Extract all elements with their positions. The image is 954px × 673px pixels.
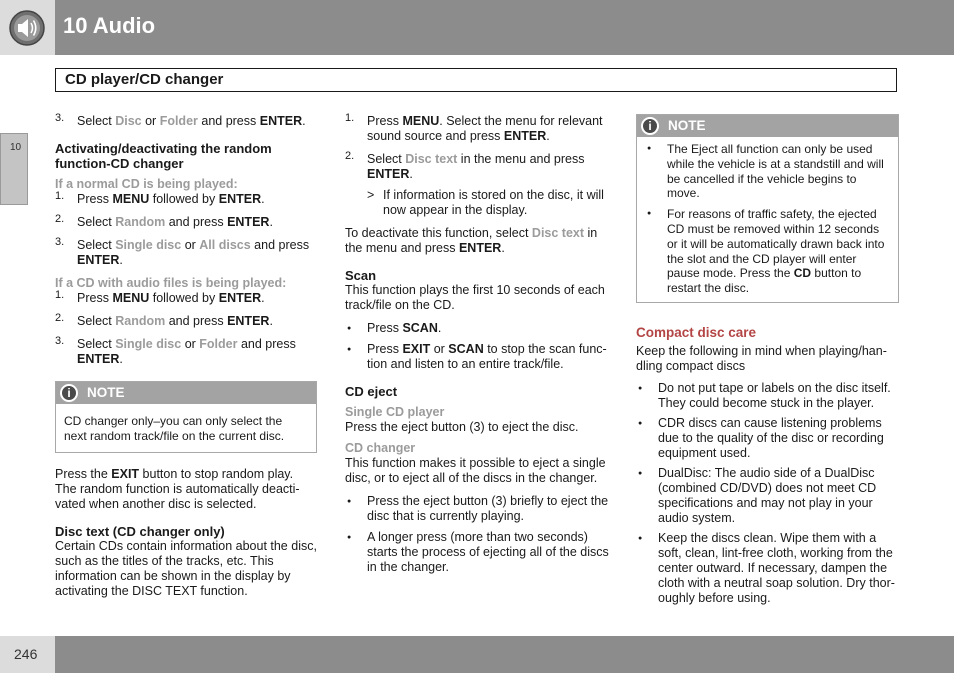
subheading-normal-cd: If a normal CD is being played:: [55, 177, 238, 191]
audio-step-3: 3. Select Single disc or Folder and press ENTER.: [55, 335, 296, 366]
note-header: i NOTE: [637, 115, 898, 137]
changer-paragraph: This function makes it possible to eject a single disc, or to eject all of the discs in the changer.: [345, 456, 606, 485]
audio-step-1: 1. Press MENU followed by ENTER.: [55, 289, 265, 305]
chapter-title: 10 Audio: [63, 13, 156, 38]
step-3-select-disc: 3. Select Disc or Folder and press ENTER.: [55, 112, 306, 128]
page-footer: [0, 636, 954, 673]
heading-random: Activating/deactivating the random function-CD changer: [55, 141, 272, 171]
note-bullet-1: ● The Eject all function can only be used while the vehicle is at a standstill and will be cancelled if the vehicle begins to move.: [645, 142, 892, 201]
column-middle: [345, 114, 610, 575]
scan-bullet-1: ● Press SCAN.: [345, 321, 610, 336]
exit-paragraph: Press the EXIT button to stop random play. The random function is automatically deacti-vated when another disc is selected.: [55, 467, 300, 511]
section-title: CD player/CD changer: [55, 68, 897, 92]
heading-scan: Scan: [345, 268, 377, 283]
care-paragraph: Keep the following in mind when playing/han-dling compact discs: [636, 343, 887, 373]
disctext-result: > If information is stored on the disc, it will now appear in the display.: [367, 188, 604, 217]
eject-bullet-2: ● A longer press (more than two seconds) starts the process of ejecting all of the discs in the changer.: [345, 530, 610, 575]
scan-bullet-2: ● Press EXIT or SCAN to stop the scan func-tion and listen to an entire track/file.: [345, 342, 610, 372]
page-number: 246: [14, 646, 38, 662]
chapter-header: [0, 0, 954, 55]
column-left: [55, 114, 317, 599]
side-chapter-tab: [0, 133, 28, 205]
note-header: i NOTE: [56, 382, 316, 404]
note-bullet-2: ● For reasons of traffic safety, the ejected CD must be removed within 12 seconds or it will be automatically drawn back into the slot and the CD player will enter pause mode. Press the CD button to restart the disc.: [645, 207, 892, 296]
subheading-audio-files: If a CD with audio files is being played:: [55, 276, 287, 290]
care-bullet-1: ● Do not put tape or labels on the disc itself. They could become stuck in the player.: [636, 381, 899, 411]
audio-step-2: 2. Select Random and press ENTER.: [55, 312, 273, 328]
care-bullet-4: ● Keep the discs clean. Wipe them with a soft, clean, lint-free cloth, working from the center outward. If necessary, dampen the cloth with a neutral soap solution. Dry thor-oughly before using.: [636, 531, 899, 606]
subheading-single-cd: Single CD player: [345, 405, 445, 419]
info-icon: i: [641, 117, 659, 135]
disc-text-paragraph: Certain CDs contain information about the disc, such as the titles of the tracks, etc. This information can be shown in the display by activating the DISC TEXT function.: [55, 539, 317, 598]
heading-cd-eject: CD eject: [345, 384, 398, 399]
scan-paragraph: This function plays the first 10 seconds of each track/file on the CD.: [345, 283, 605, 312]
normal-step-1: 1. Press MENU followed by ENTER.: [55, 190, 265, 206]
disctext-step-1: 1. Press MENU. Select the menu for relevant sound source and press ENTER.: [345, 112, 603, 143]
note-box-eject: [636, 114, 899, 303]
eject-bullet-1: ● Press the eject button (3) briefly to eject the disc that is currently playing.: [345, 494, 610, 524]
deactivate-paragraph: To deactivate this function, select Disc text in the menu and press ENTER.: [345, 226, 598, 255]
info-icon: i: [60, 384, 78, 402]
single-cd-paragraph: Press the eject button (3) to eject the disc.: [345, 420, 579, 434]
disctext-step-2: 2. Select Disc text in the menu and press ENTER.: [345, 150, 585, 181]
care-bullet-3: ● DualDisc: The audio side of a DualDisc (combined CD/DVD) does not meet CD specifications and may not play in your audio system.: [636, 466, 899, 526]
side-tab-number: 10: [10, 142, 22, 153]
chapter-icon-box: [0, 0, 55, 55]
note-text: CD changer only–you can only select the next random track/file on the current disc.: [64, 414, 285, 443]
heading-disc-text: Disc text (CD changer only): [55, 524, 225, 539]
heading-compact-disc-care: Compact disc care: [636, 324, 757, 340]
normal-step-2: 2. Select Random and press ENTER.: [55, 213, 273, 229]
column-right: [636, 114, 899, 606]
subheading-cd-changer: CD changer: [345, 441, 416, 455]
normal-step-3: 3. Select Single disc or All discs and press ENTER.: [55, 236, 310, 267]
care-bullet-2: ● CDR discs can cause listening problems due to the quality of the disc or recording equipment used.: [636, 416, 899, 461]
page-number-box: [0, 636, 55, 673]
speaker-icon: [8, 9, 46, 47]
note-box-random: [55, 381, 317, 453]
